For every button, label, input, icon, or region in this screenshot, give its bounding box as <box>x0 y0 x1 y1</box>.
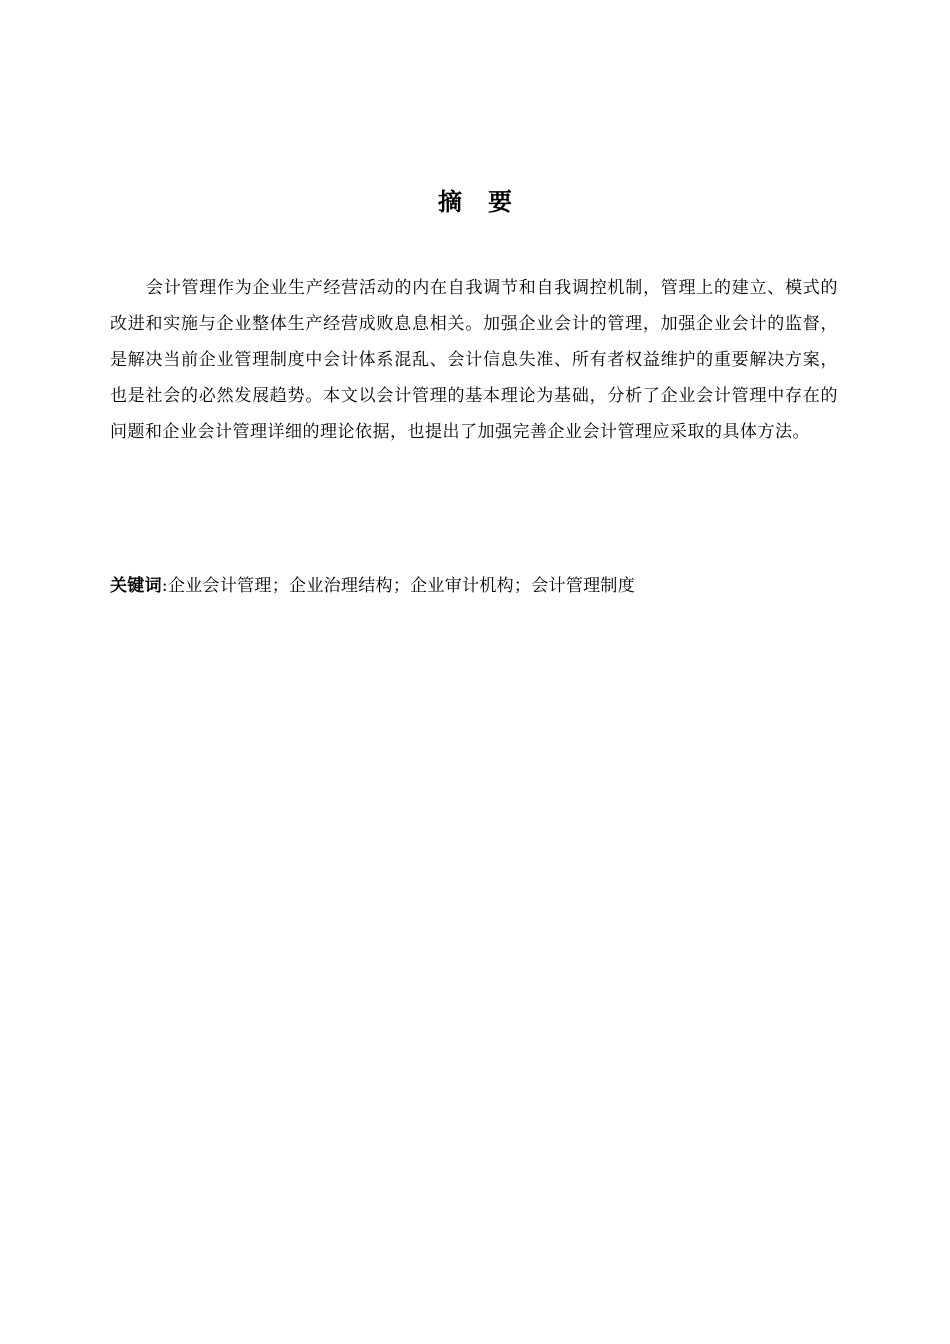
abstract-title <box>0 186 950 218</box>
abstract-title-char-1: 摘 <box>438 188 462 216</box>
abstract-body: 会计管理作为企业生产经营活动的内在自我调节和自我调控机制，管理上的建立、模式的改进和实施与企业整体生产经营成败息息相关。加强企业会计的管理，加强企业会计的监督，是解决当前企业管理制度中会计体系混乱、会计信息失准、所有者权益维护的重要解决方案，也是社会的必然发展趋势。本文以会计管理的基本理论为基础，分析了企业会计管理中存在的问题和企业会计管理详细的理论依据，也提出了加强完善企业会计管理应采取的具体方法。 <box>110 278 838 442</box>
keywords-line <box>110 571 840 601</box>
keywords-label: 关键词 <box>110 576 162 596</box>
abstract-title-char-2: 要 <box>488 188 512 216</box>
keywords-separator: : <box>161 576 168 596</box>
keywords-list: 企业会计管理；企业治理结构；企业审计机构；会计管理制度 <box>167 576 636 596</box>
